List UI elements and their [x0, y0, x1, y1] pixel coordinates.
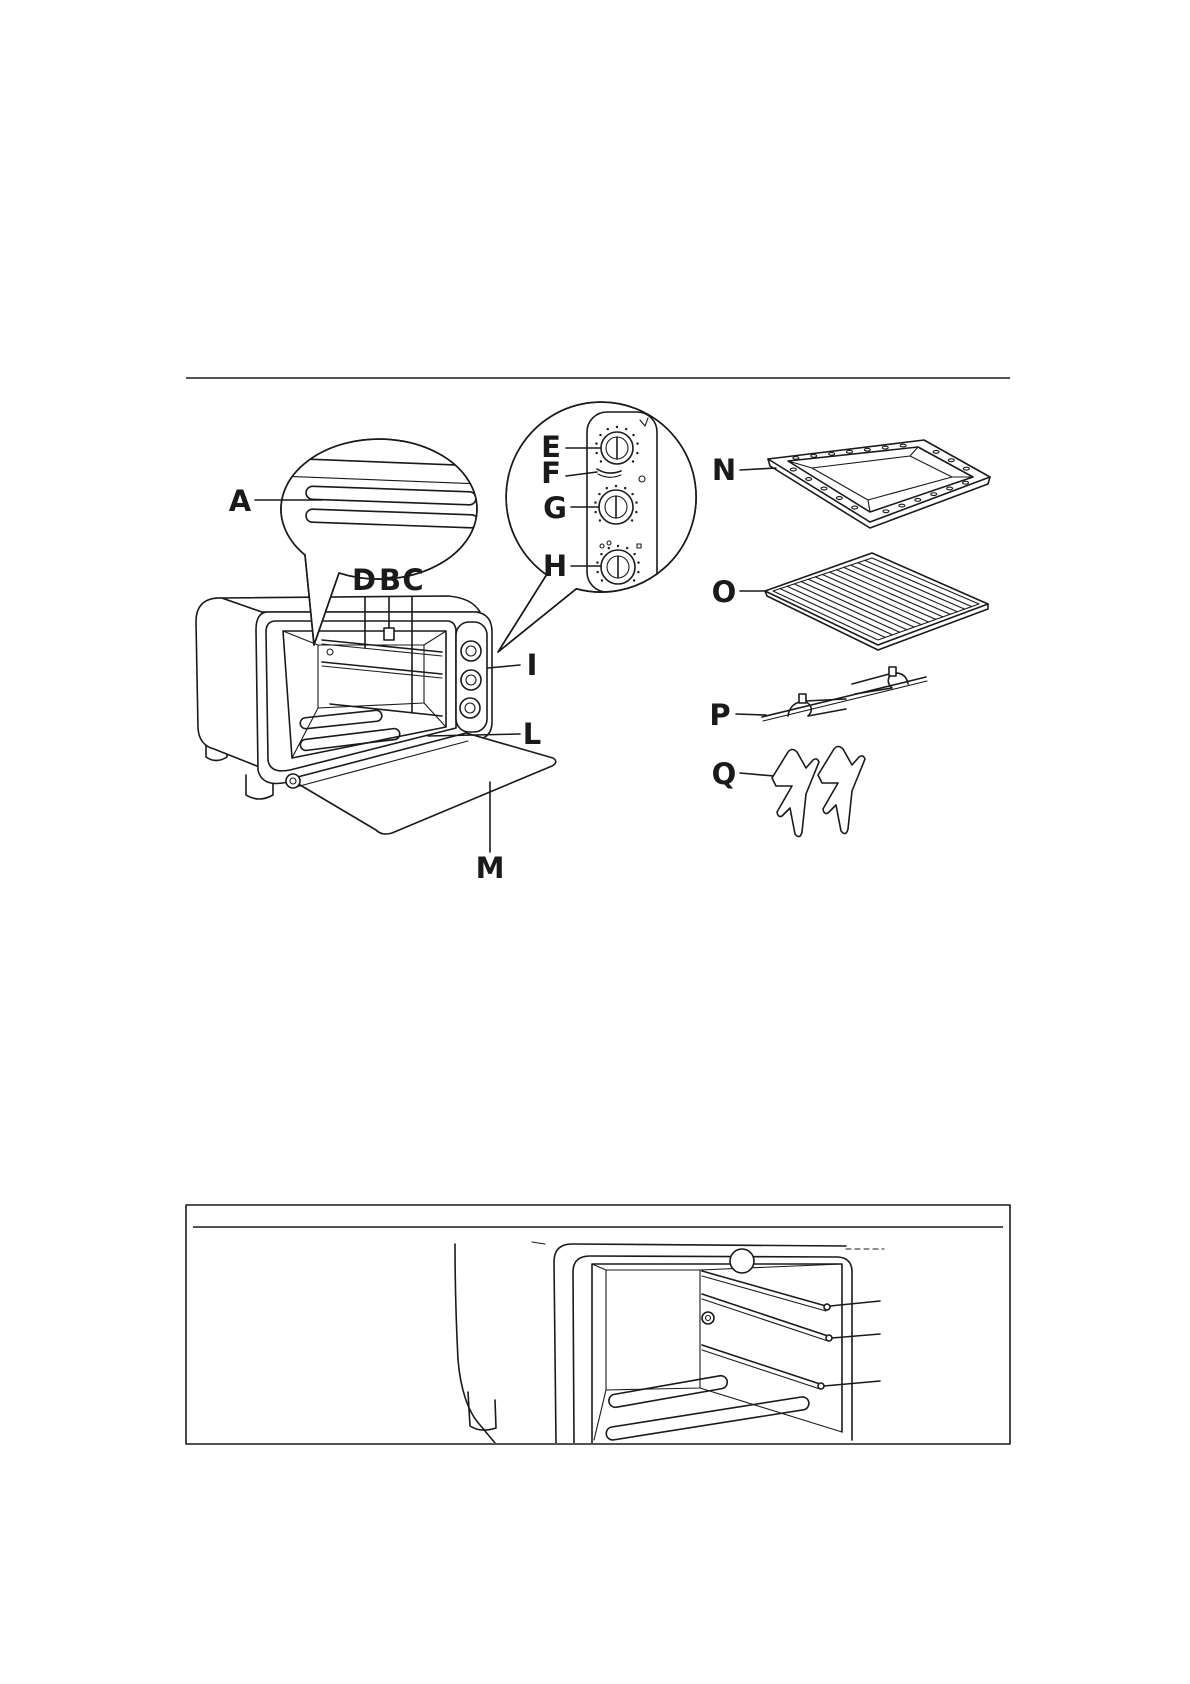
oven-cabinet-top	[222, 596, 480, 612]
oven-top-edge	[532, 1242, 545, 1244]
label-e: E	[541, 430, 561, 464]
dial-tick	[637, 571, 639, 573]
figure-box	[186, 1205, 1010, 1444]
label-i: I	[526, 648, 538, 682]
cavity-opening	[592, 1264, 842, 1443]
dial-tick	[624, 487, 626, 489]
oven-side-curve	[455, 1244, 495, 1443]
dial-tick	[595, 452, 597, 454]
dial-tick	[636, 452, 638, 454]
rail-leader-top	[830, 1301, 880, 1306]
label-h: H	[542, 549, 568, 583]
label-o: O	[711, 575, 737, 609]
thermostat-sensor	[702, 1312, 714, 1324]
rack-rail-end	[818, 1383, 824, 1389]
front-frame-inner	[573, 1256, 852, 1443]
label-d: D	[351, 563, 377, 597]
label-l: L	[522, 717, 542, 751]
spit-handles	[772, 747, 865, 837]
dial-tick	[616, 426, 618, 428]
dial-tick	[635, 511, 637, 513]
label-p: P	[709, 698, 731, 732]
dial-tick	[596, 561, 598, 563]
dial-tick	[625, 428, 627, 430]
dial-tick	[608, 547, 610, 549]
rack-rail-middle	[702, 1294, 828, 1336]
rack-rail-end	[826, 1335, 832, 1341]
leader-line-p	[736, 714, 766, 715]
rack-position-figure	[186, 1205, 1010, 1444]
heating-element	[605, 1396, 810, 1441]
label-a: A	[228, 484, 252, 518]
dial-tick	[596, 571, 598, 573]
label-g: G	[543, 491, 567, 525]
rack-rail-end	[824, 1304, 830, 1310]
baking-tray	[768, 440, 990, 528]
handle-left	[772, 750, 819, 837]
door-hinge	[286, 774, 300, 788]
dial-tick	[637, 561, 639, 563]
grill-rack	[765, 553, 988, 650]
label-c: C	[402, 563, 424, 597]
label-b: B	[378, 563, 402, 597]
part-b-marker	[384, 628, 394, 640]
spit-rod	[762, 677, 926, 717]
oven-interior-illustration	[455, 1242, 884, 1443]
leader-line-n	[740, 468, 776, 470]
rotisserie-spit	[762, 667, 927, 721]
rack-rail-middle	[702, 1299, 828, 1341]
zoom-bubble-eh-outline	[498, 402, 696, 652]
dial-tick	[599, 434, 601, 436]
oven-illustration	[196, 596, 556, 834]
cavity-edge	[594, 1390, 606, 1440]
cavity-edge	[700, 1264, 842, 1270]
rack-rail-bottom	[702, 1345, 820, 1384]
dial-tick	[600, 460, 602, 462]
dial-tick	[632, 434, 634, 436]
dial-tick	[598, 493, 600, 495]
cavity-edge	[592, 1264, 606, 1270]
dial-tick	[607, 428, 609, 430]
dial-tick	[594, 501, 596, 503]
label-n: N	[711, 453, 737, 487]
dial-tick	[606, 487, 608, 489]
dial-tick	[615, 485, 617, 487]
oven-lamp	[730, 1249, 754, 1273]
spit-fork-screw	[889, 667, 896, 676]
dial-tick	[617, 545, 619, 547]
handle-right	[818, 747, 865, 834]
dial-tick	[599, 519, 601, 521]
dial-tick	[601, 579, 603, 581]
dial-tick	[595, 442, 597, 444]
dial-tick	[636, 442, 638, 444]
dial-tick	[631, 519, 633, 521]
oven-foot	[468, 1392, 496, 1430]
dial-tick	[600, 553, 602, 555]
label-q: Q	[711, 757, 737, 791]
label-f: F	[541, 456, 561, 490]
cavity-back-wall	[606, 1270, 700, 1390]
dial-tick	[626, 547, 628, 549]
rack-rail-bottom	[702, 1350, 820, 1389]
dial-tick	[631, 493, 633, 495]
spit-fork-screw	[799, 694, 806, 703]
label-m: M	[475, 851, 505, 885]
dial-tick	[633, 579, 635, 581]
thermostat-sensor	[706, 1316, 711, 1321]
zoom-bubble-controls	[498, 402, 696, 652]
oven-cabinet-side	[196, 598, 262, 768]
rail-leader-middle	[832, 1334, 880, 1338]
dial-tick	[632, 460, 634, 462]
dial-tick	[594, 511, 596, 513]
dial-tick	[633, 553, 635, 555]
leader-line-q	[740, 773, 774, 776]
dial-tick	[635, 501, 637, 503]
